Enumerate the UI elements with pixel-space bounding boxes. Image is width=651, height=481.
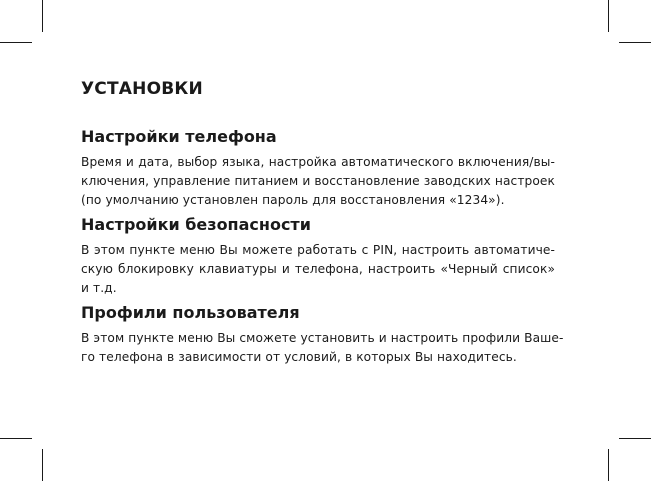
text-line: В этом пункте меню Вы можете работать с PIN, настроить автоматиче- [81,243,555,257]
text-line: (по умолчанию установлен пароль для восстановления «1234»). [81,193,505,207]
section-phone-settings [81,127,555,210]
section-heading: Настройки безопасности [81,215,311,234]
section-body [81,241,555,298]
text-line: Время и дата, выбор языка, настройка автоматического включения/вы- [81,155,555,169]
crop-mark-bottom-right-horizontal [619,438,651,439]
section-heading: Профили пользователя [81,303,300,322]
section-body [81,153,555,210]
section-security-settings [81,215,555,298]
section-user-profiles [81,303,564,367]
crop-mark-bottom-right-vertical [608,449,609,481]
crop-mark-top-left-vertical [42,0,43,32]
text-line: ключения, управление питанием и восстановление заводских настроек [81,174,555,188]
section-heading: Настройки телефона [81,127,277,146]
section-body [81,329,564,367]
crop-mark-top-left-horizontal [0,42,32,43]
text-line: скую блокировку клавиатуры и телефона, настроить «Черный список» [81,262,555,276]
crop-mark-bottom-left-vertical [42,449,43,481]
crop-mark-bottom-left-horizontal [0,438,32,439]
crop-mark-top-right-horizontal [619,42,651,43]
page-content [81,78,564,372]
text-line: В этом пункте меню Вы сможете установить и настроить профили Ваше- [81,331,564,345]
crop-mark-top-right-vertical [608,0,609,32]
text-line: и т.д. [81,281,117,295]
text-line: го телефона в зависимости от условий, в которых Вы находитесь. [81,350,517,364]
page-title: УСТАНОВКИ [81,79,203,99]
